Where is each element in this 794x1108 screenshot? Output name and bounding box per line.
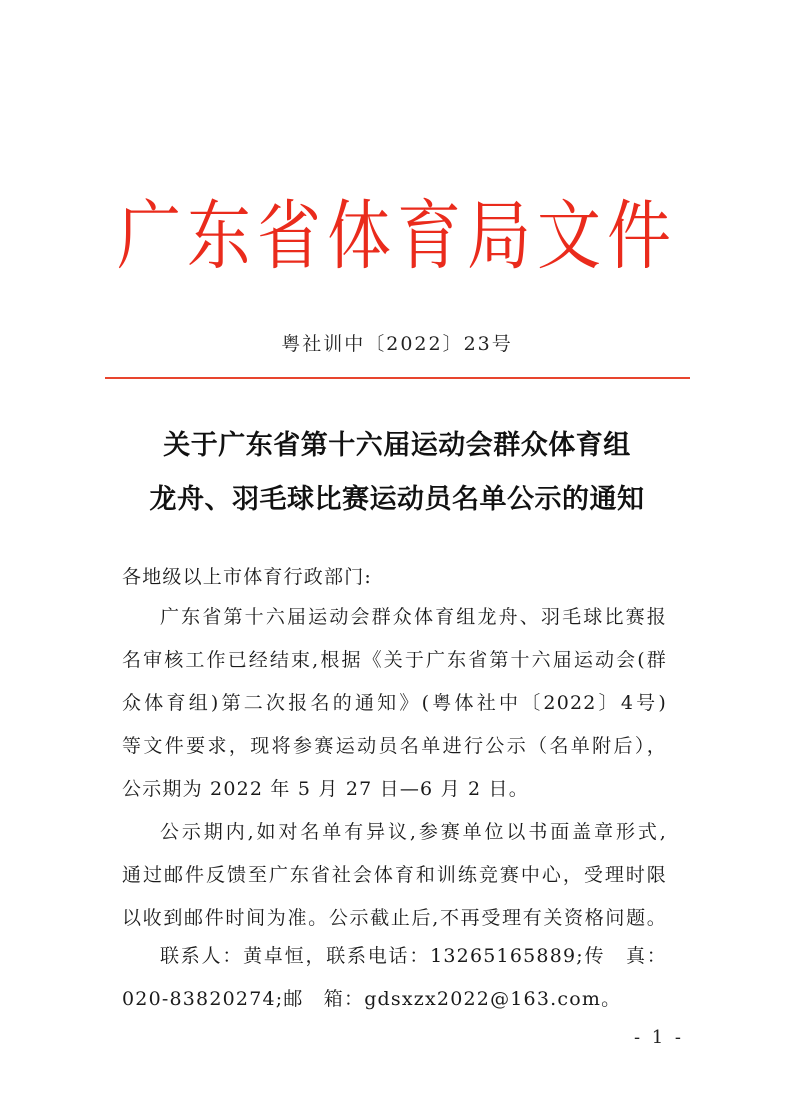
header-divider-line bbox=[105, 377, 690, 379]
document-title-line-2: 龙舟、羽毛球比赛运动员名单公示的通知 bbox=[149, 484, 645, 515]
contact-line-1: 联系人：黄卓恒，联系电话：13265165889;传 真： bbox=[160, 945, 667, 967]
paragraph-1-line-1: 广东省第十六届运动会群众体育组龙舟、羽毛球比赛报 bbox=[160, 606, 667, 628]
paragraph-1-line-4: 等文件要求，现将参赛运动员名单进行公示（名单附后）， bbox=[122, 735, 667, 757]
page-number: - 1 - bbox=[633, 1027, 684, 1048]
paragraph-1-line-5: 公示期为 2022 年 5 月 27 日—6 月 2 日。 bbox=[122, 778, 529, 800]
paragraph-1-line-3: 众体育组)第二次报名的通知》(粤体社中〔2022〕4号) bbox=[122, 692, 667, 714]
paragraph-2-line-3: 以收到邮件时间为准。公示截止后,不再受理有关资格问题。 bbox=[122, 907, 667, 929]
contact-line-2: 020-83820274;邮 箱：gdsxzx2022@163.com。 bbox=[122, 988, 622, 1010]
document-number: 粤社训中〔2022〕23号 bbox=[281, 333, 513, 355]
document-title-line-1: 关于广东省第十六届运动会群众体育组 bbox=[163, 430, 631, 461]
issuer-header: 广东省体育局文件 bbox=[117, 193, 677, 281]
salutation: 各地级以上市体育行政部门: bbox=[122, 566, 373, 588]
paragraph-2-line-2: 通过邮件反馈至广东省社会体育和训练竞赛中心，受理时限 bbox=[122, 864, 667, 886]
paragraph-1-line-2: 名审核工作已经结束,根据《关于广东省第十六届运动会(群 bbox=[122, 649, 667, 671]
paragraph-2-line-1: 公示期内,如对名单有异议,参赛单位以书面盖章形式, bbox=[160, 821, 667, 843]
